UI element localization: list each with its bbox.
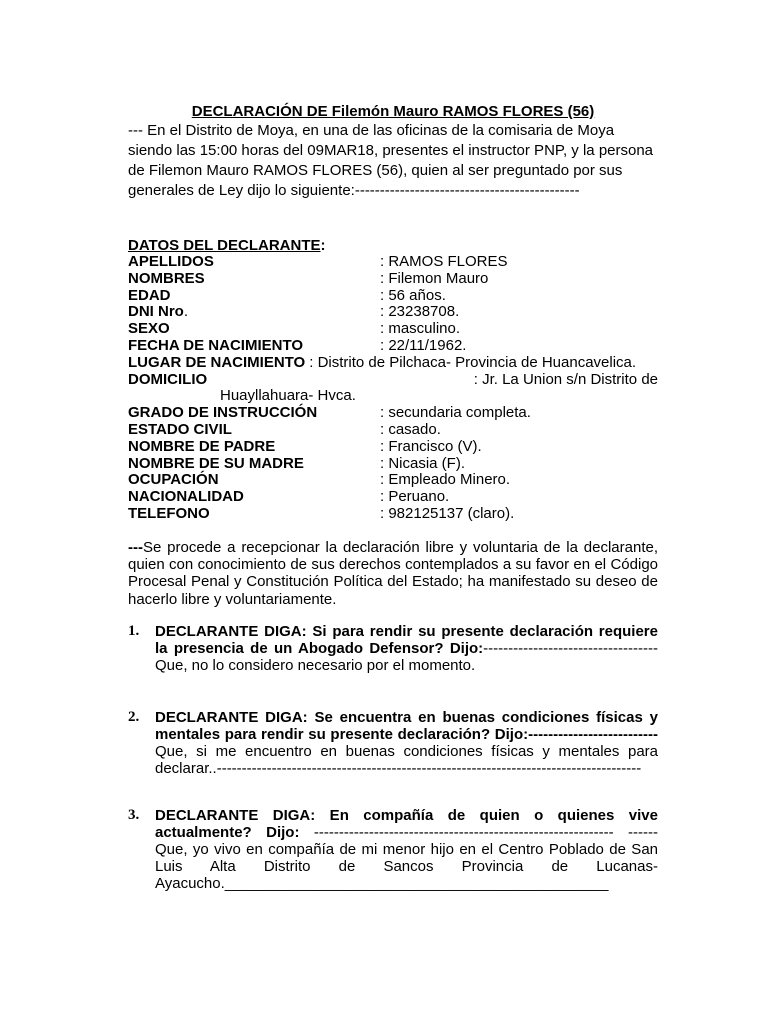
field-value: : Francisco (V). (380, 437, 482, 455)
field-label: EDAD (128, 286, 171, 304)
field-label: DOMICILIO (128, 370, 208, 388)
field-apellidos (128, 254, 658, 271)
procede-paragraph (128, 539, 658, 608)
field-label: SEXO (128, 320, 170, 338)
question-body (155, 807, 658, 892)
declarant-data-heading (128, 237, 326, 254)
declarant-data-heading-text: DATOS DEL DECLARANTE (128, 237, 321, 254)
field-grado-instruccion (128, 405, 658, 422)
answer-text: -----------------------------------Que, no lo considero necesario por el momento. (155, 640, 658, 674)
field-value: : secundaria completa. (380, 404, 531, 422)
field-label: APELLIDOS (128, 253, 214, 270)
answer-text: ------------------------------------------------------------ ------ Que, yo vivo en compañía de mi menor hijo en el Centro Poblado de San Luis Alta Distrito de Sancos Provincia de Lucanas-Ayacucho.______________________________________________ (155, 824, 658, 892)
document-title: DECLARACIÓN DE Filemón Mauro RAMOS FLORES (56) (191, 103, 595, 120)
field-value: : RAMOS FLORES (380, 253, 508, 270)
field-label: NOMBRE DE PADRE (128, 437, 276, 455)
field-label: ESTADO CIVIL (128, 420, 232, 438)
field-value: : Nicasia (F). (380, 454, 466, 472)
intro-paragraph: --- En el Distrito de Moya, en una de las oficinas de la comisaria de Moya siendo las 15:00 horas del 09MAR18, presentes el instructor PNP, y la persona de Filemon Mauro RAMOS FLORES (56), quien al ser preguntado por sus generales de Ley dijo lo siguiente:--------------------------------------------- (128, 122, 654, 199)
field-value: : 22/11/1962. (380, 336, 467, 354)
field-value: : 982125137 (claro). (380, 504, 515, 522)
question-item (128, 709, 658, 777)
question-text: DECLARANTE DIGA: Si para rendir su presente declaración requiere la presencia de un Abogado Defensor? Dijo: (155, 623, 658, 657)
field-label: GRADO DE INSTRUCCIÓN (128, 404, 318, 422)
field-value: : 56 años. (380, 286, 446, 304)
field-label: FECHA DE NACIMIENTO (128, 336, 304, 354)
question-number: 2. (128, 709, 140, 725)
field-label: NACIONALIDAD (128, 488, 244, 506)
field-value: : Filemon Mauro (380, 269, 489, 287)
question-text: DECLARANTE DIGA: Se encuentra en buenas condiciones físicas y mentales para rendir su presente declaración? Dijo:-------------------------- (155, 709, 658, 743)
question-body (155, 623, 658, 674)
dni-label-dot: . (183, 303, 189, 321)
declarant-fields (128, 254, 658, 523)
field-telefono (128, 506, 658, 523)
heading-colon: : (320, 237, 326, 254)
field-value: : 23238708. (380, 303, 460, 321)
field-nombre-madre (128, 456, 658, 473)
field-nombres (128, 271, 658, 288)
field-label: NOMBRE DE SU MADRE (128, 454, 304, 472)
procede-text: Se procede a recepcionar la declaración libre y voluntaria de la declarante, quien con conocimiento de sus derechos contemplados a su favor en el Código Procesal Penal y Constitución Política del Estado; ha manifestado su deseo de hacerlo libre y voluntariamente. (128, 539, 658, 608)
field-value: : Distrito de Pilchaca- Provincia de Huancavelica. (309, 353, 637, 371)
field-value: : Peruano. (380, 488, 450, 506)
field-nombre-padre (128, 439, 658, 456)
field-value: : Empleado Minero. (380, 471, 511, 489)
field-value: : casado. (380, 420, 441, 438)
question-item (128, 807, 658, 892)
question-body (155, 709, 658, 777)
procede-lead: --- (128, 539, 143, 556)
field-value: : Jr. La Union s/n Distrito de (473, 370, 658, 388)
question-number: 1. (128, 623, 140, 639)
field-nacionalidad (128, 489, 658, 506)
field-label: LUGAR DE NACIMIENTO (128, 353, 306, 371)
question-number: 3. (128, 807, 140, 823)
field-edad (128, 288, 658, 305)
question-item (128, 623, 658, 674)
field-domicilio (128, 372, 658, 389)
field-ocupacion (128, 472, 658, 489)
dni-label-text: DNI Nro (128, 303, 184, 321)
field-domicilio-continued: Huayllahuara- Hvca. (220, 387, 356, 405)
field-label: TELEFONO (128, 504, 210, 522)
field-dni (128, 304, 658, 321)
field-label: NOMBRES (128, 269, 205, 287)
field-fecha-nacimiento (128, 338, 658, 355)
field-label (128, 304, 380, 321)
field-sexo (128, 321, 658, 338)
field-value: : masculino. (380, 320, 461, 338)
field-label: OCUPACIÓN (128, 471, 219, 489)
question-text: DECLARANTE DIGA: En compañía de quien o quienes vive actualmente? Dijo: (155, 807, 658, 841)
field-lugar-nacimiento (128, 355, 658, 372)
answer-text: Que, si me encuentro en buenas condiciones físicas y mentales para declarar..------------------------------------------------------------------------------------- (155, 743, 658, 777)
field-estado-civil (128, 422, 658, 439)
